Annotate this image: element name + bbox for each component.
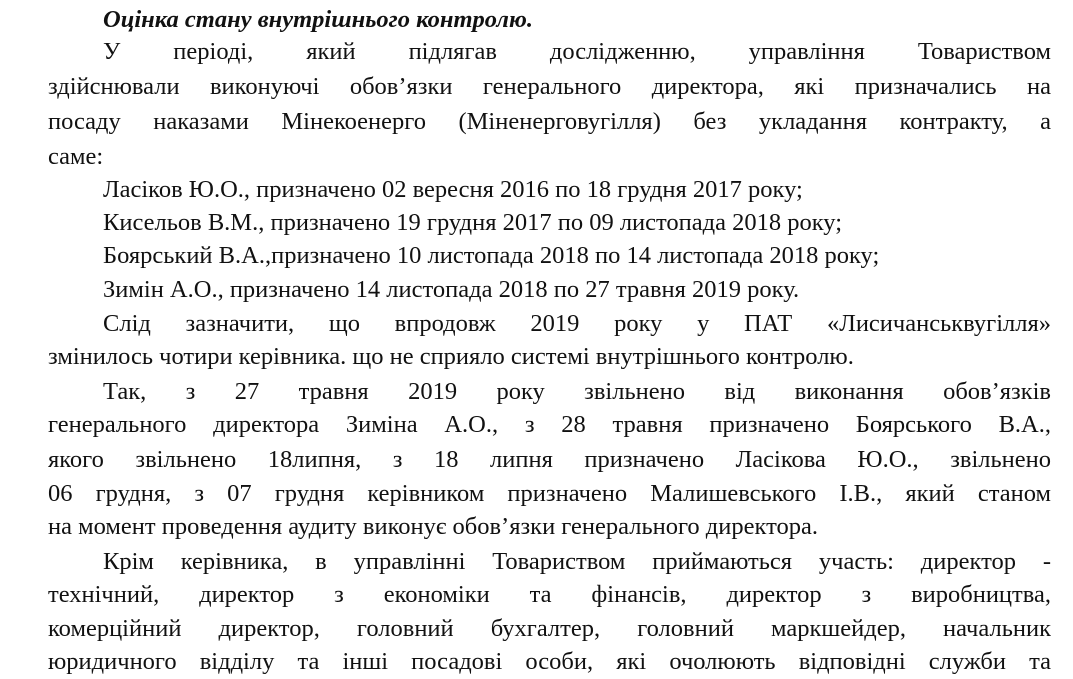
paragraph-line: юридичного відділу та інші посадові особи, які очолюють відповідні служби та	[48, 648, 1051, 675]
paragraph-line: саме:	[48, 143, 104, 170]
paragraph-line: генерального директора Зиміна А.О., з 28 травня призначено Боярського В.А.,	[48, 411, 1051, 438]
list-item: Боярський В.А.,призначено 10 листопада 2018 по 14 листопада 2018 року;	[103, 242, 880, 269]
paragraph-line: якого звільнено 18липня, з 18 липня призначено Ласікова Ю.О., звільнено	[48, 446, 1051, 473]
paragraph-line: комерційний директор, головний бухгалтер, головний маркшейдер, начальник	[48, 615, 1051, 642]
paragraph-line: здійснювали виконуючі обов’язки генерального директора, які призначались на	[48, 73, 1051, 100]
list-item: Кисельов В.М., призначено 19 грудня 2017 по 09 листопада 2018 року;	[103, 209, 843, 236]
paragraph-line: змінилось чотири керівника. що не сприяло системі внутрішнього контролю.	[48, 343, 854, 370]
section-heading: Оцінка стану внутрішнього контролю.	[103, 6, 533, 33]
paragraph-line: посаду наказами Мінекоенерго (Міненерговугілля) без укладання контракту, а	[48, 108, 1051, 135]
paragraph-line: технічний, директор з економіки та фінансів, директор з виробництва,	[48, 581, 1051, 608]
paragraph-line: Крім керівника, в управлінні Товариством приймаються участь: директор -	[103, 548, 1051, 575]
paragraph-line: У періоді, який підлягав дослідженню, управління Товариством	[103, 38, 1051, 65]
paragraph-line: на момент проведення аудиту виконує обов’язки генерального директора.	[48, 513, 818, 540]
paragraph-line: 06 грудня, з 07 грудня керівником призначено Малишевського І.В., який станом	[48, 480, 1051, 507]
paragraph-line: Так, з 27 травня 2019 року звільнено від виконання обов’язків	[103, 378, 1051, 405]
list-item: Зимін А.О., призначено 14 листопада 2018 по 27 травня 2019 року.	[103, 276, 800, 303]
list-item: Ласіков Ю.О., призначено 02 вересня 2016 по 18 грудня 2017 року;	[103, 176, 803, 203]
paragraph-line: Слід зазначити, що впродовж 2019 року у ПАТ «Лисичанськвугілля»	[103, 310, 1051, 337]
